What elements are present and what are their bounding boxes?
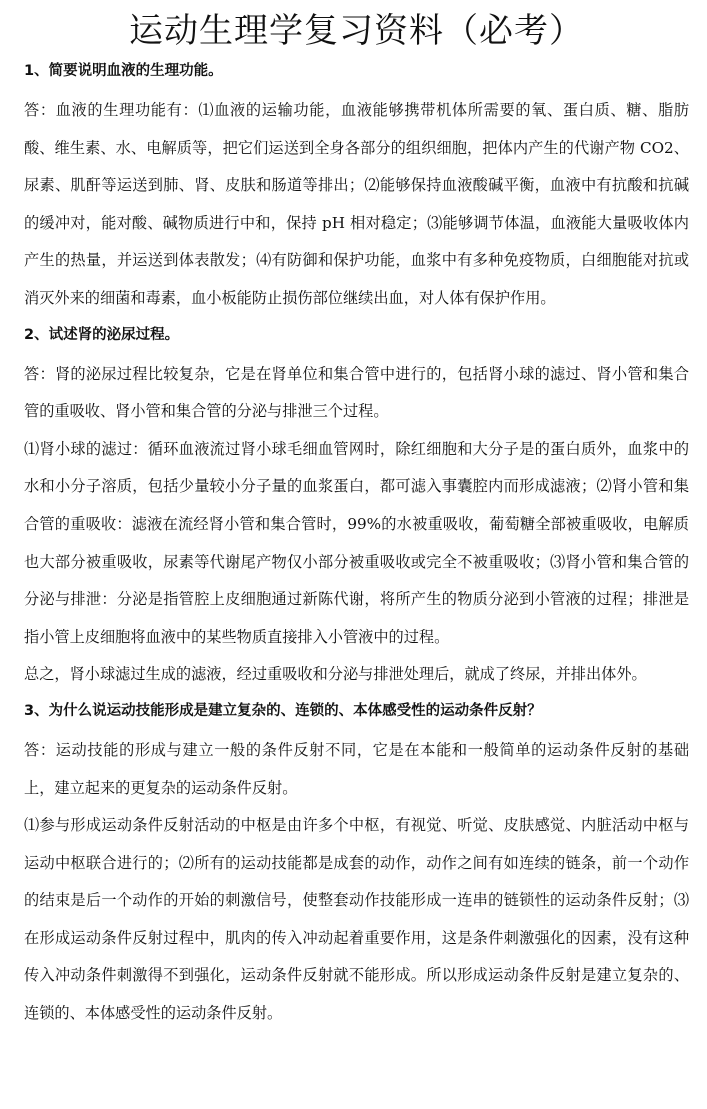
question-2-answer: 答：肾的泌尿过程比较复杂，它是在肾单位和集合管中进行的，包括肾小球的滤过、肾小管和集合管的重吸收、肾小管和集合管的分泌与排泄三个过程。 xyxy=(24,364,689,421)
page-title: 运动生理学复习资料（必考） xyxy=(129,11,584,51)
question-2-detail: ⑴肾小球的滤过：循环血液流过肾小球毛细血管网时，除红细胞和大分子是的蛋白质外，血浆中的水和小分子溶质，包括少量较小分子量的血浆蛋白，都可滤入事囊腔内而形成滤液；⑵肾小管和集合管的重吸收：滤液在流经肾小管和集合管时，99%的水被重吸收，葡萄糖全部被重吸收，电解质也大部分被重吸收，尿素等代谢尾产物仅小部分被重吸收或完全不被重吸收；⑶肾小管和集合管的分泌与排泄：分泌是指管腔上皮细胞通过新陈代谢，将所产生的物质分泌到小管液的过程；排泄是指小管上皮细胞将血液中的某些物质直接排入小管液中的过程。 xyxy=(24,439,689,646)
question-2-summary: 总之，肾小球滤过生成的滤液，经过重吸收和分泌与排泄处理后，就成了终尿，并排出体外。 xyxy=(24,665,647,684)
question-1-answer: 答：血液的生理功能有：⑴血液的运输功能，血液能够携带机体所需要的氧、蛋白质、糖、脂肪酸、维生素、水、电解质等，把它们运送到全身各部分的组织细胞，把体内产生的代谢产物 CO2、尿素、肌酐等运送到肺、肾、皮肤和肠道等排出；⑵能够保持血液酸碱平衡，血液中有抗酸和抗碱的缓冲对，能对酸、碱物质进行中和，保持 pH 相对稳定；⑶能够调节体温，血液能大量吸收体内产生的热量，并运送到体表散发；⑷有防御和保护功能，血浆中有多种免疫物质，白细胞能对抗或消灭外来的细菌和毒素，血小板能防止损伤部位继续出血，对人体有保护作用。 xyxy=(24,101,689,307)
question-3-answer: 答：运动技能的形成与建立一般的条件反射不同，它是在本能和一般简单的运动条件反射的基础上，建立起来的更复杂的运动条件反射。 xyxy=(24,740,689,797)
question-2-heading: 2、试述肾的泌尿过程。 xyxy=(24,326,180,343)
question-1-heading: 1、简要说明血液的生理功能。 xyxy=(24,63,223,79)
question-3-heading: 3、为什么说运动技能形成是建立复杂的、连锁的、本体感受性的运动条件反射？ xyxy=(24,702,542,719)
question-3-detail: ⑴参与形成运动条件反射活动的中枢是由许多个中枢，有视觉、听觉、皮肤感觉、内脏活动中枢与运动中枢联合进行的；⑵所有的运动技能都是成套的动作，动作之间有如连续的链条，前一个动作的结束是后一个动作的开始的刺激信号，使整套动作技能形成一连串的链锁性的运动条件反射；⑶在形成运动条件反射过程中，肌肉的传入冲动起着重要作用，这是条件刺激强化的因素，没有这种传入冲动条件刺激得不到强化，运动条件反射就不能形成。所以形成运动条件反射是建立复杂的、连锁的、本体感受性的运动条件反射。 xyxy=(24,816,689,1023)
